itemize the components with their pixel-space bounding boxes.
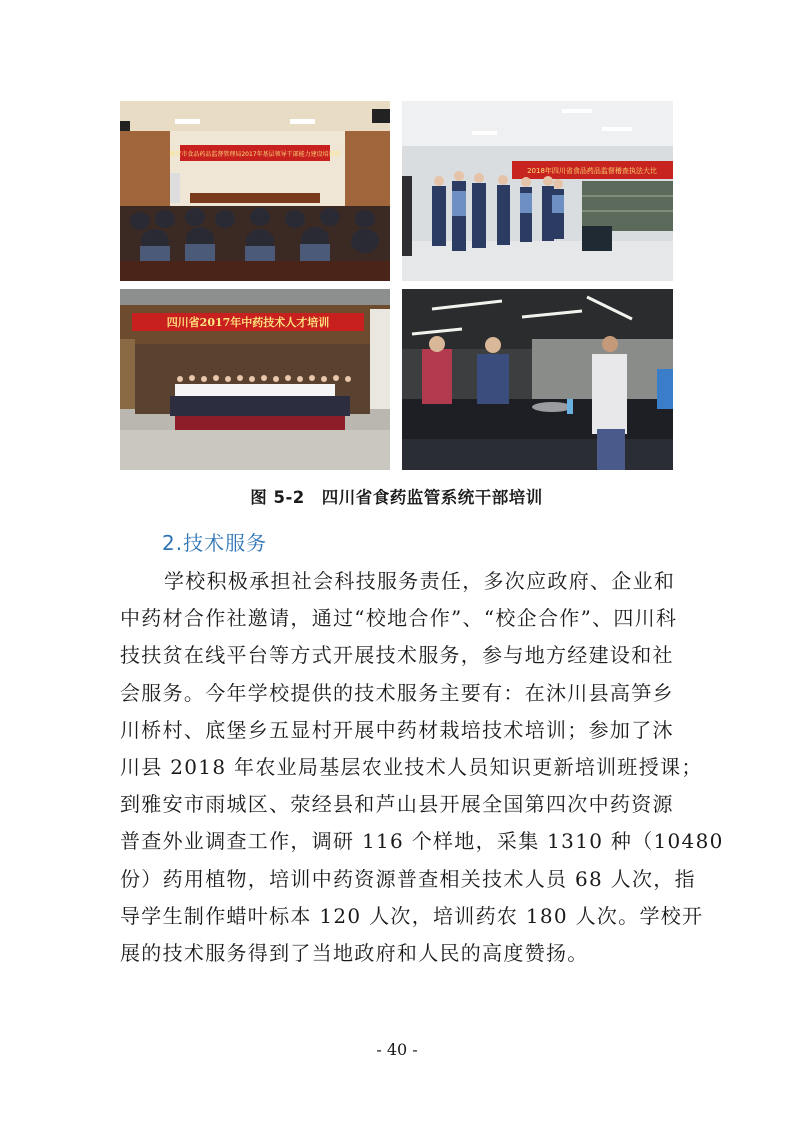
paragraph-line: 川桥村、底堡乡五显村开展中药材栽培技术培训；参加了沐: [120, 717, 674, 742]
lab-practice-photo-illustration: [402, 289, 673, 470]
paragraph-line: 到雅安市雨城区、荥经县和芦山县开展全国第四次中药资源: [120, 792, 674, 817]
group-photo-illustration: [120, 289, 390, 470]
photo-group-training: [120, 289, 390, 470]
photo-lab-practice: [402, 289, 673, 470]
inspection-photo-illustration: [402, 101, 673, 281]
meeting-banner-text: 雅安市食品药品监督管理局2017年基层领导干部能力建设培训班: [169, 151, 341, 158]
photo-lab-inspection: [402, 101, 673, 281]
paragraph-line: 导学生制作蜡叶标本 120 人次，培训药农 180 人次。学校开: [120, 903, 704, 928]
inspection-banner-text: 2018年四川省食品药品监督稽查执法大比: [527, 167, 657, 175]
paragraph-line: 中药材合作社邀请，通过“校地合作”、“校企合作”、四川科: [120, 606, 678, 631]
page-number: - 40 -: [376, 1040, 418, 1059]
group-banner-text: 四川省2017年中药技术人才培训: [166, 316, 330, 329]
paragraph-line: 份）药用植物，培训中药资源普查相关技术人员 68 人次，指: [120, 866, 696, 891]
paragraph-line: 学校积极承担社会科技服务责任，多次应政府、企业和: [164, 569, 676, 593]
figure-caption: 图 5-2 四川省食药监管系统干部培训: [250, 488, 543, 507]
section-heading: 2.技术服务: [162, 531, 268, 555]
paragraph-line: 展的技术服务得到了当地政府和人民的高度赞扬。: [120, 940, 589, 965]
paragraph-line: 川县 2018 年农业局基层农业技术人员知识更新培训班授课；: [120, 754, 703, 779]
paragraph-line: 技扶贫在线平台等方式开展技术服务，参与地方经建设和社: [120, 643, 674, 668]
photo-meeting-training: [120, 101, 390, 281]
paragraph-line: 普查外业调查工作，调研 116 个样地，采集 1310 种（10480: [120, 829, 724, 854]
body-paragraph: [120, 563, 724, 972]
meeting-photo-illustration: [120, 101, 390, 281]
paragraph-line: 会服务。今年学校提供的技术服务主要有：在沐川县高笋乡: [120, 680, 674, 705]
